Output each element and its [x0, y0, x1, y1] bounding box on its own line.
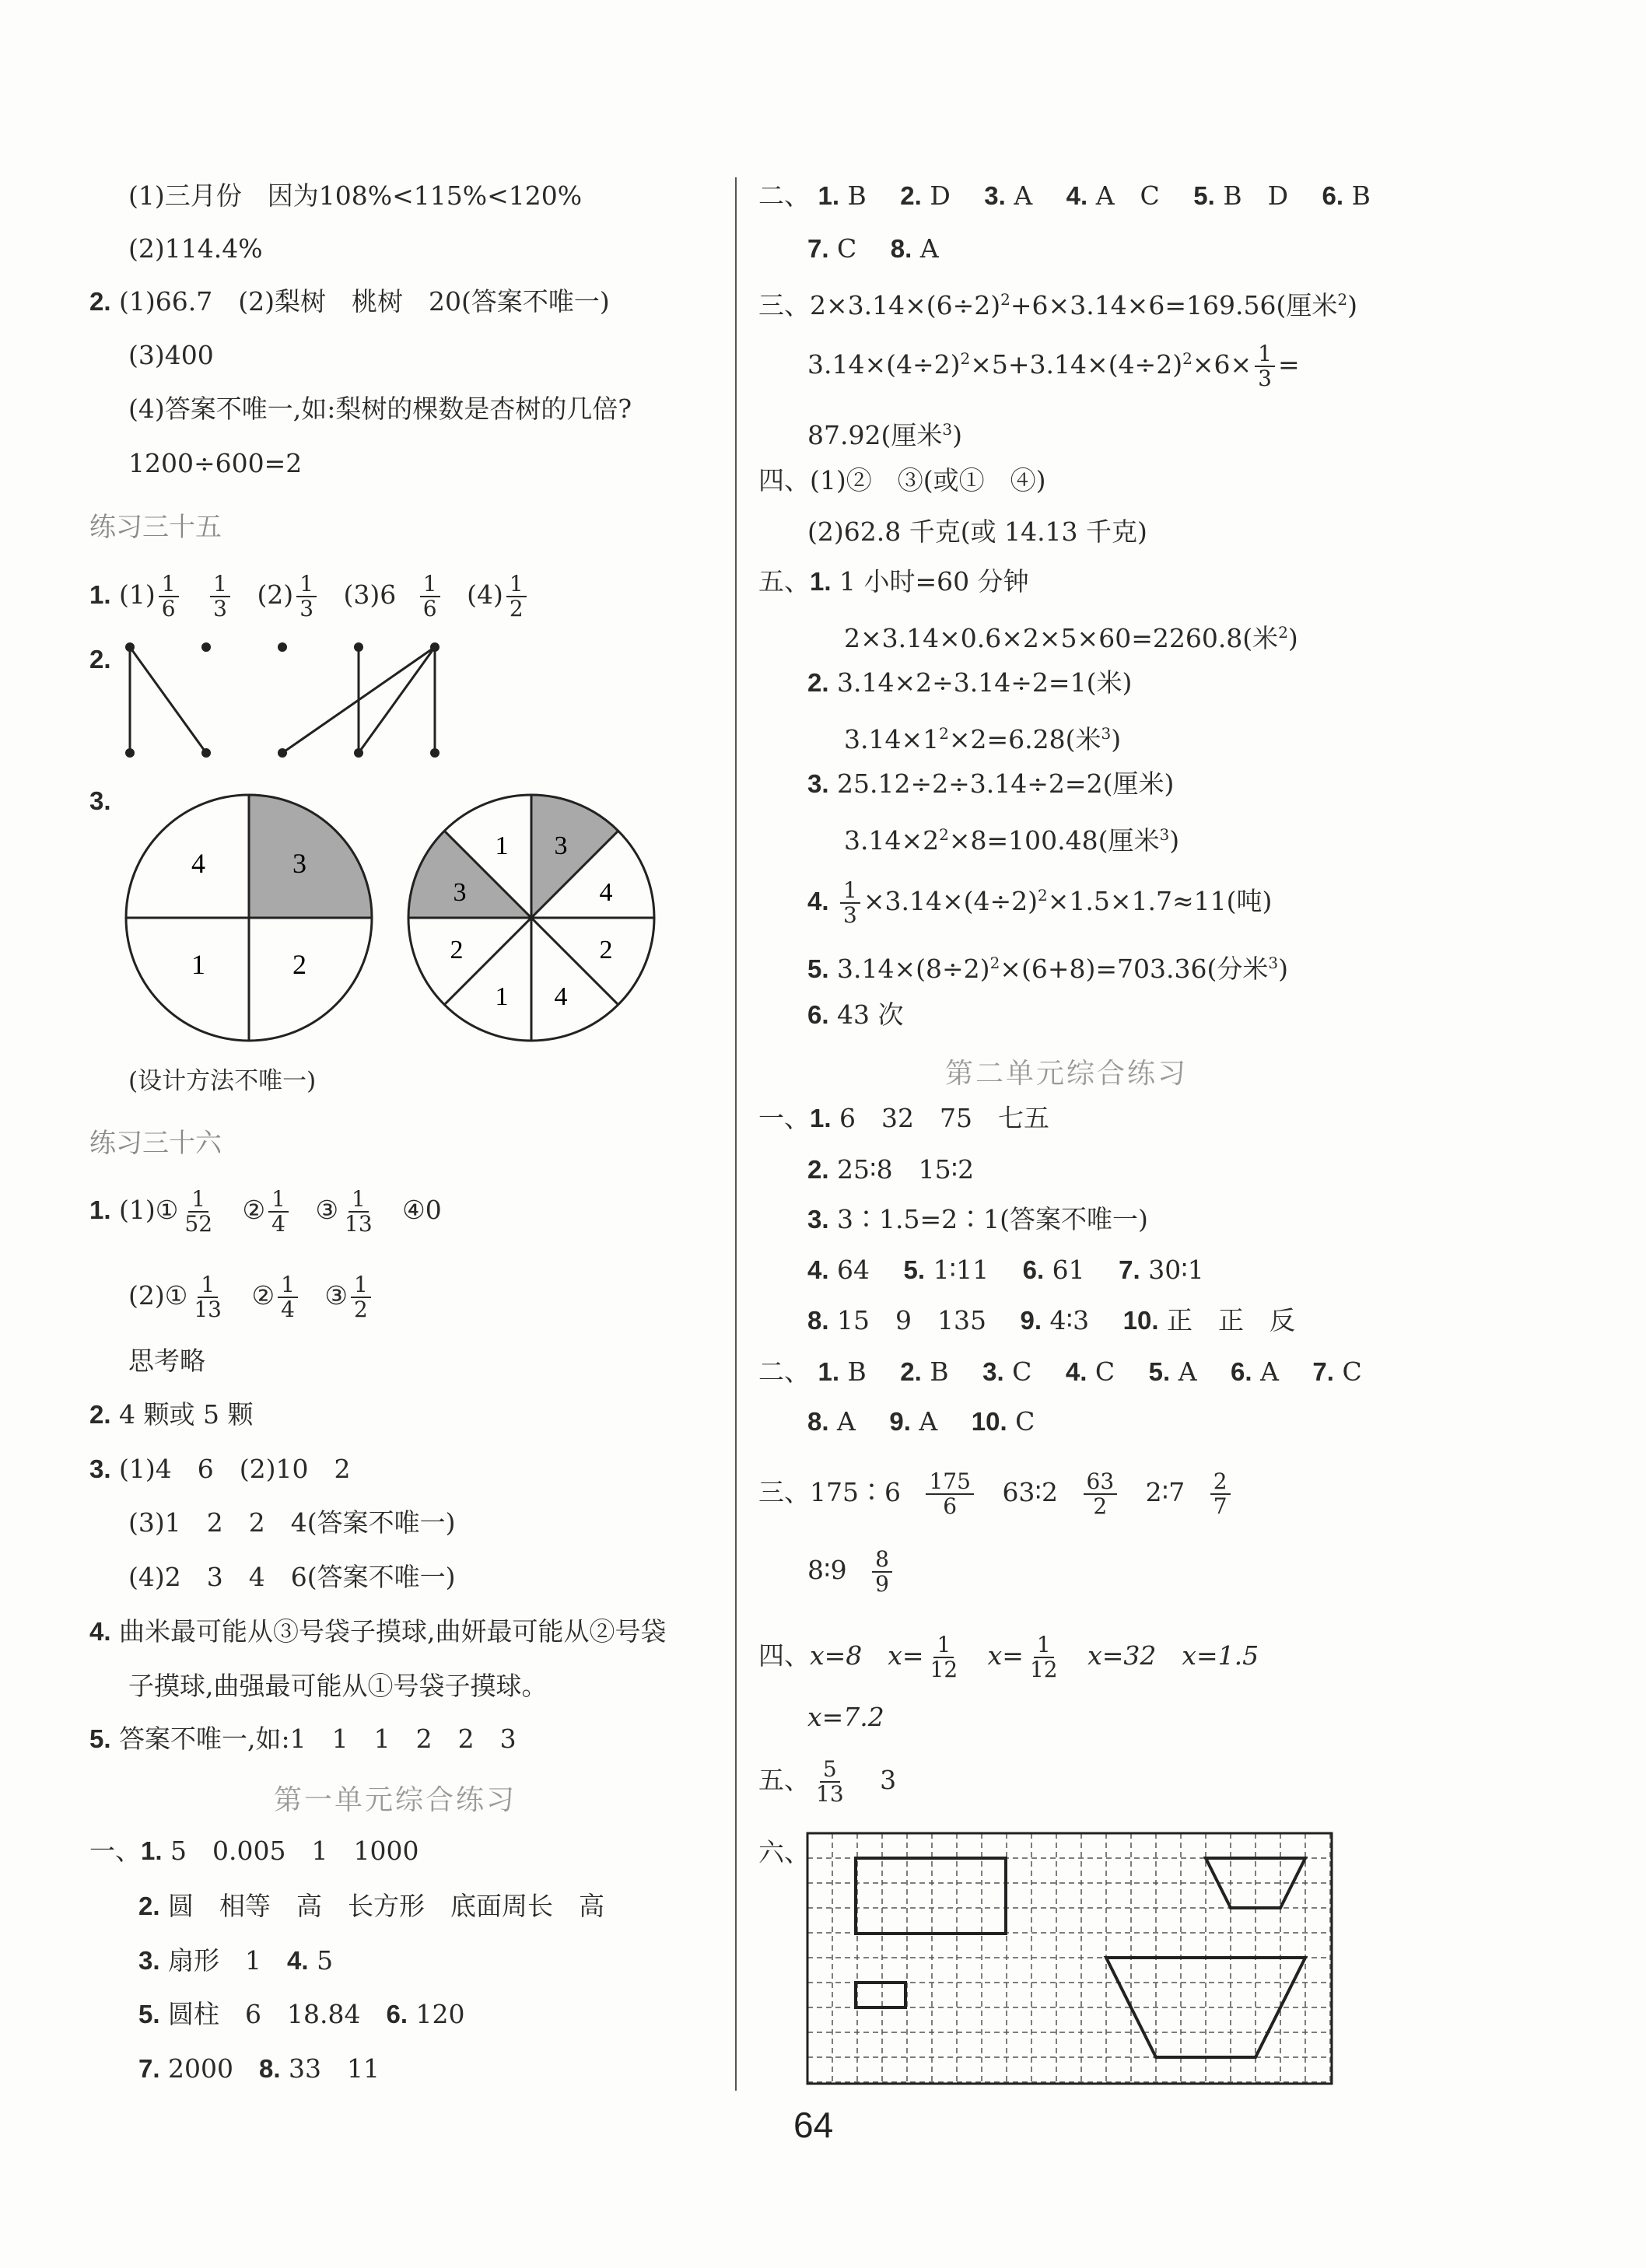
question-number: 8. [259, 2054, 281, 2083]
answer-line: (4)答案不唯一,如:梨树的棵数是杏树的几倍? [128, 394, 632, 424]
fraction: $\frac{1}{3}$ [296, 572, 317, 621]
answer-line [807, 1204, 1148, 1235]
answer-text: (2)① [128, 1280, 188, 1311]
note: (设计方法不唯一) [128, 1067, 317, 1095]
answer-text: B [1351, 180, 1371, 211]
question-number: 3. [89, 786, 111, 815]
fraction: $\frac{8}{9}$ [872, 1548, 892, 1596]
question-number: 2. [89, 287, 111, 316]
answer-line: (4)2 3 4 6(答案不唯一) [128, 1562, 456, 1592]
fraction: $\frac{1}{12}$ [1029, 1632, 1058, 1682]
answer-text: (4) [467, 579, 503, 610]
answer-text: 圆 相等 高 长方形 底面周长 高 [168, 1891, 605, 1921]
answer-text: ×6× [1192, 349, 1252, 380]
fraction: $\frac{1}{3}$ [1255, 342, 1275, 390]
answer-text: 5 0.005 1 1000 [170, 1836, 419, 1866]
sector-label: 2 [292, 949, 306, 980]
question-number: 7. [807, 234, 829, 263]
sector-label: 4 [554, 982, 568, 1011]
answer-text: B [930, 1356, 949, 1387]
section-marker: 五、 [758, 566, 810, 597]
answer-line: 2×3.14×0.6×2×5×60=2260.8(米$^2$) [844, 623, 1298, 653]
fraction: $\frac{63}{2}$ [1084, 1470, 1118, 1518]
unit-title: 第二单元综合练习 [945, 1058, 1189, 1090]
question-number: 3. [982, 1357, 1004, 1386]
answer-line [807, 768, 1174, 800]
question-number: 10. [1122, 1306, 1159, 1335]
section-marker: 三、 [758, 290, 810, 320]
answer-text: 2000 [168, 2053, 234, 2084]
question-number: 3. [138, 1946, 160, 1975]
sector-label: 1 [495, 982, 509, 1011]
answer-text: 3∶1.5=2∶1(答案不唯一) [837, 1204, 1148, 1234]
answer-line [89, 1399, 254, 1430]
answer-text: 1∶11 [933, 1255, 989, 1285]
answer-line: (3)1 2 2 4(答案不唯一) [128, 1507, 456, 1538]
answer-line [758, 1356, 1362, 1388]
answer-text: 正 正 反 [1167, 1305, 1296, 1335]
answer-text: 61 [1052, 1255, 1085, 1285]
question-number: 8. [807, 1407, 829, 1436]
fraction: $\frac{1}{6}$ [420, 572, 440, 621]
question-number: 2. [807, 1155, 829, 1184]
question-number: 4. [807, 887, 829, 915]
fraction: $\frac{1}{3}$ [840, 879, 860, 927]
fraction: $\frac{1}{12}$ [930, 1632, 958, 1682]
answer-line [89, 1836, 419, 1867]
question-number: 4. [287, 1946, 309, 1975]
answer-text: 15 9 135 [837, 1305, 987, 1335]
answer-text: ×8=100.48(厘米 [948, 825, 1160, 856]
column-divider [735, 177, 737, 2091]
section-marker: 一、 [758, 1103, 810, 1133]
question-number: 7. [1312, 1357, 1334, 1386]
answer-line [758, 1758, 896, 1806]
section-marker: 五、 [758, 1765, 810, 1795]
section-title: 练习三十六 [89, 1128, 222, 1159]
answer-text: 64 [837, 1255, 870, 1285]
answer-line: 子摸球,曲强最可能从①号袋子摸球。 [128, 1671, 548, 1701]
answer-text: 3.14×(4÷2) [807, 349, 961, 380]
fraction: $\frac{2}{7}$ [1210, 1470, 1231, 1518]
answer-text: 43 次 [837, 999, 904, 1030]
answer-text: 曲米最可能从③号袋子摸球,曲妍最可能从②号袋 [119, 1616, 667, 1647]
answer-text: A [1178, 1356, 1197, 1387]
answer-text: 8∶9 [807, 1555, 847, 1585]
answer-text: 2×3.14×(6÷2) [810, 290, 1001, 320]
question-number: 5. [89, 1724, 111, 1753]
answer-line [89, 286, 610, 317]
sector-label: 3 [453, 878, 467, 907]
answer-text: B [847, 180, 867, 211]
answer-text: 120 [415, 1999, 465, 2029]
sector-label: 3 [292, 848, 306, 879]
matching-lines-diagram [117, 638, 459, 762]
question-number: 1. [810, 1104, 832, 1132]
question-number: 4. [807, 1255, 829, 1284]
answer-line: (3)400 [128, 340, 214, 370]
answer-line: 三、$2\times 3.14\times(6\div 2)^2+6\times 3.14\times 6=169.56$(厘米$^2$) [758, 290, 1357, 320]
answer-line [807, 667, 1132, 698]
answer-text: 87.92(厘米 [807, 420, 943, 450]
answer-text: 6 32 75 七五 [839, 1103, 1050, 1133]
sector-label: 3 [554, 831, 568, 860]
question-number: 9. [889, 1407, 911, 1436]
answer-line: $3.14\times 1^2\times 2=6.28$(米$^3$) [844, 724, 1122, 754]
section-marker: 四、 [758, 1640, 810, 1671]
answer-text: ) [1169, 825, 1180, 856]
answer-line: 4. $\frac{1}{3}$ $\times 3.14\times(4\div 2)^2\times 1.5\times 1.7\approx 11$(吨) [807, 877, 1273, 928]
answer-text: ) [1278, 954, 1288, 984]
answer-line: 5. $3.14\times(8\div 2)^2\times(6+8)=703.36$(分米$^3$) [807, 954, 1288, 984]
answer-line [758, 1470, 1234, 1518]
answer-text: 4 颗或 5 颗 [119, 1399, 254, 1430]
answer-text: C [1015, 1406, 1035, 1437]
answer-text: A [837, 1406, 856, 1437]
answer-text: 圆柱 6 18.84 [168, 1999, 361, 2029]
answer-line [758, 1633, 1259, 1682]
answer-text: (1)66.7 (2)梨树 桃树 20(答案不唯一) [119, 286, 610, 317]
question-number: 5. [903, 1255, 926, 1284]
answer-text: 25.12÷2÷3.14÷2=2(厘米) [837, 768, 1175, 799]
answer-text: ×2=6.28(米 [948, 724, 1101, 754]
answer-text: ③ [324, 1280, 348, 1311]
answer-line [138, 1945, 333, 1976]
fraction: $\frac{5}{13}$ [816, 1756, 844, 1807]
question-number: 2. [900, 181, 922, 210]
answer-line [758, 566, 1029, 597]
answer-line [128, 1273, 374, 1321]
answer-text: ×3.14×(4÷2) [863, 886, 1038, 916]
answer-line: (1)三月份 因为108%<115%<120% [128, 180, 583, 211]
unit-title: 第一单元综合练习 [274, 1784, 517, 1816]
answer-text: A [919, 1406, 938, 1437]
answer-text: 2×3.14×0.6×2×5×60=2260.8(米 [844, 623, 1279, 653]
answer-line: 1200÷600=2 [128, 448, 303, 478]
fraction: $\frac{1}{2}$ [506, 572, 527, 621]
answer-text: ② [242, 1195, 266, 1225]
sector-label: 2 [450, 936, 464, 964]
answer-line [89, 1724, 517, 1755]
answer-text: = [1277, 349, 1300, 380]
fraction: $\frac{1}{52}$ [184, 1186, 213, 1237]
answer-text: ③ [315, 1195, 339, 1225]
fraction: $\frac{1}{13}$ [345, 1186, 373, 1237]
answer-text: 5 [317, 1945, 334, 1976]
answer-line [807, 1255, 1204, 1286]
answer-text: D [930, 180, 951, 211]
answer-text: C [1342, 1356, 1362, 1387]
question-number: 3. [89, 1454, 111, 1483]
answer-line: $3.14\times(4\div 2)^2\times 5+3.14\times(4\div 2)^2\times 6\times$ $\frac{1}{3}$ = [807, 341, 1300, 391]
question-number: 2. [807, 668, 829, 697]
question-number: 2. [89, 1400, 111, 1429]
small-rectangle-shape [856, 1983, 905, 2007]
section-marker: 二、 [758, 1356, 810, 1387]
sector-label: 1 [191, 949, 205, 980]
spinner-circles-diagram [121, 786, 665, 1050]
answer-text: +6×3.14×6=169.56(厘米 [1010, 290, 1338, 320]
answer-line [807, 1154, 974, 1185]
answer-text: (3)6 [343, 579, 397, 610]
section-marker: 一、 [89, 1836, 141, 1866]
answer-text: 3.14×2 [844, 825, 940, 856]
answer-text: A [1014, 180, 1033, 211]
question-number: 1. [810, 567, 832, 596]
question-number: 2. [138, 1892, 160, 1920]
answer-text: (1)① [119, 1195, 179, 1225]
answer-line [758, 1103, 1049, 1134]
question-number: 3. [807, 1205, 829, 1234]
question-number: 8. [890, 234, 912, 263]
shaded-sector [249, 795, 372, 918]
answer-text: 答案不唯一,如:1 1 1 2 2 3 [119, 1724, 517, 1754]
answer-line [138, 2053, 380, 2084]
question-number: 2. [89, 645, 111, 674]
fraction: $\frac{175}{6}$ [926, 1470, 973, 1518]
answer-text: 1 小时=60 分钟 [839, 566, 1029, 597]
answer-text: C [1094, 1356, 1115, 1387]
question-number: 5. [1193, 181, 1215, 210]
answer-text: ) [952, 420, 962, 450]
answer-line: 思考略 [128, 1346, 205, 1376]
answer-line [807, 1406, 1035, 1437]
section-title: 练习三十五 [89, 512, 222, 543]
grid-drawing [806, 1832, 1333, 2085]
fraction: $\frac{1}{4}$ [268, 1188, 289, 1236]
answer-line [89, 1616, 667, 1647]
answer-text: 3.14×1 [844, 724, 940, 754]
answer-line [807, 233, 939, 264]
answer-text: 30∶1 [1148, 1255, 1204, 1285]
answer-line [807, 999, 904, 1031]
question-number: 1. [89, 580, 111, 609]
answer-text: B D [1223, 180, 1289, 211]
section-marker: 二、 [758, 180, 810, 211]
answer-text: 4∶3 [1049, 1305, 1090, 1335]
answer-text: 3 [880, 1765, 897, 1795]
answer-text: x= [987, 1640, 1024, 1671]
fraction: $\frac{1}{4}$ [278, 1273, 298, 1321]
question-number: 1. [141, 1836, 163, 1865]
answer-text: (1)4 6 (2)10 2 [119, 1454, 351, 1484]
sector-label: 2 [599, 936, 613, 964]
question-number: 9. [1020, 1306, 1042, 1335]
answer-line: (2)62.8 千克(或 14.13 千克) [807, 516, 1147, 547]
shaded-sector [408, 831, 531, 918]
section-marker: 三、 [758, 1477, 810, 1507]
answer-text: 25∶8 15∶2 [837, 1154, 975, 1185]
question-number: 1. [89, 1195, 111, 1224]
fraction: $\frac{1}{6}$ [159, 572, 179, 621]
question-number: 4. [89, 1617, 111, 1646]
answer-text: 63∶2 [1002, 1477, 1059, 1507]
question-number: 5. [138, 2000, 160, 2028]
answer-line [758, 180, 1371, 212]
question-number: 6. [1022, 1255, 1045, 1284]
answer-line: $3.14\times 2^2\times 8=100.48$(厘米$^3$) [844, 825, 1180, 856]
question-number: 3. [984, 181, 1006, 210]
section-marker: 六、 [758, 1837, 810, 1867]
fraction: $\frac{1}{3}$ [210, 572, 230, 621]
answer-text: A [919, 233, 939, 264]
answer-text: (1) [119, 579, 156, 610]
question-number: 6. [807, 1000, 829, 1029]
answer-text: ④0 [402, 1195, 442, 1225]
answer-text: 3.14×2÷3.14÷2=1(米) [837, 667, 1133, 698]
answer-text: (2) [257, 579, 294, 610]
answer-text: ×1.5×1.7≈11(吨) [1047, 886, 1273, 916]
question-number: 6. [1322, 181, 1344, 210]
sector-label: 4 [599, 878, 613, 907]
answer-text: 175∶6 [810, 1477, 901, 1507]
question-number: 3. [807, 769, 829, 798]
question-number: 2. [900, 1357, 922, 1386]
answer-text: ) [1111, 724, 1122, 754]
answer-text: ② [251, 1280, 275, 1311]
question-number: 4. [1065, 1357, 1087, 1386]
answer-text: ) [1287, 623, 1298, 653]
sector-label: 1 [495, 831, 509, 860]
answer-line [807, 1548, 895, 1596]
answer-text: 3.14×(8÷2) [837, 954, 990, 984]
answer-line: x=7.2 [807, 1702, 884, 1732]
answer-text: 2∶7 [1145, 1477, 1185, 1507]
question-number: 10. [971, 1407, 1007, 1436]
question-number: 1. [818, 1357, 840, 1386]
answer-text: x=8 x= [810, 1640, 924, 1671]
question-number: 5. [807, 954, 829, 983]
answer-text: ×5+3.14×(4÷2) [970, 349, 1183, 380]
question-number: 7. [138, 2054, 160, 2083]
answer-text: 33 11 [289, 2053, 380, 2084]
fraction: $\frac{1}{13}$ [194, 1272, 222, 1322]
question-number: 7. [1119, 1255, 1140, 1284]
answer-text: B [847, 1356, 867, 1387]
answer-text: A C [1095, 180, 1160, 211]
question-number: 4. [1066, 181, 1088, 210]
answer-line [807, 1305, 1295, 1336]
answer-text: C [837, 233, 857, 264]
answer-line [758, 465, 1046, 496]
answer-line [138, 1891, 604, 1922]
page-number: 64 [793, 2105, 834, 2145]
fraction: $\frac{1}{2}$ [351, 1273, 371, 1321]
section-marker: 四、 [758, 465, 810, 495]
answer-text: (1)② ③(或① ④) [810, 465, 1046, 495]
answer-text: ×(6+8)=703.36(分米 [1000, 954, 1269, 984]
answer-line: 87.92(厘米$^3$) [807, 420, 962, 450]
sector-label: 4 [191, 848, 205, 879]
question-number: 8. [807, 1306, 829, 1335]
answer-text: x=32 x=1.5 [1087, 1640, 1259, 1671]
answer-line [89, 572, 530, 621]
answer-text: ) [1347, 290, 1357, 320]
question-number: 5. [1148, 1357, 1171, 1386]
question-number: 6. [386, 2000, 408, 2028]
answer-line [138, 1999, 465, 2030]
answer-line [89, 1188, 442, 1236]
answer-text: C [1012, 1356, 1032, 1387]
answer-text: A [1260, 1356, 1279, 1387]
answer-text: 扇形 1 [168, 1945, 262, 1976]
answer-line [89, 1454, 351, 1485]
question-number: 6. [1231, 1357, 1252, 1386]
question-number: 1. [818, 181, 840, 210]
rectangle-shape [856, 1858, 1006, 1934]
answer-line: (2)114.4% [128, 233, 263, 264]
